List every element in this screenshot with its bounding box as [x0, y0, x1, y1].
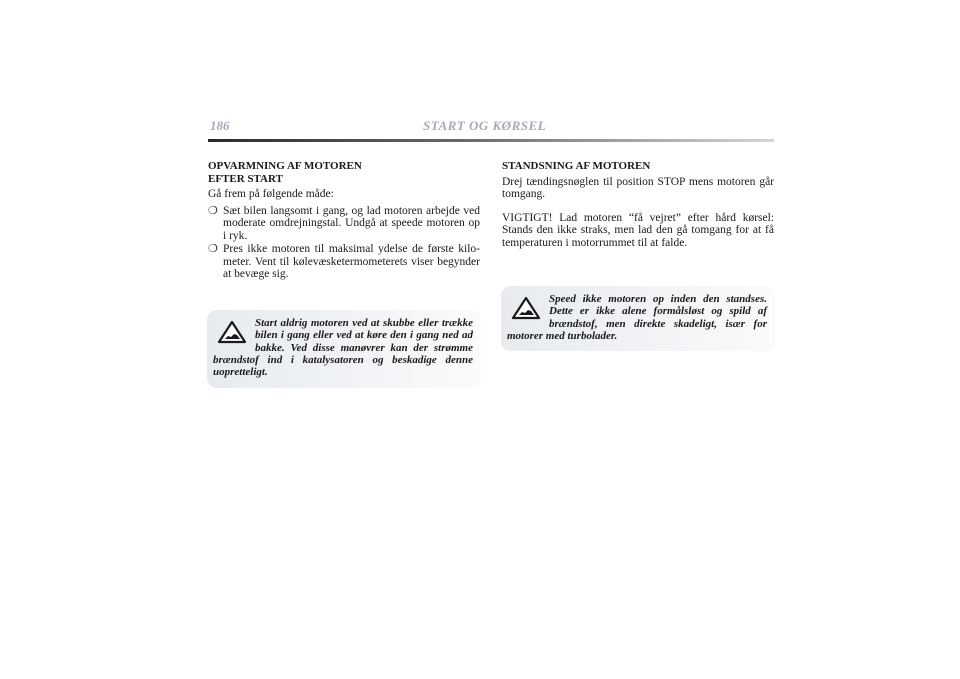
page-number: 186	[210, 118, 230, 133]
stop-paragraph-2: VIGTIGT! Lad motoren “få vejret” efter hård kørsel: Stands den ikke straks, men lad den gå tomgang for at få temperaturen i motorrummet til at falde.	[502, 211, 774, 249]
warmup-intro: Gå frem på følgende måde:	[208, 188, 334, 200]
warmup-bullet-list	[208, 205, 480, 281]
warning-text: Start aldrig motoren ved at skubbe eller trække bilen i gang eller ved at køre den i gang ned ad bakke. Ved disse manøvrer kan der strømme brændstof ind i katalysatoren og beskadige denne uopretteligt.	[213, 317, 473, 379]
header-rule	[208, 139, 774, 142]
section-title: START OG KØRSEL	[423, 118, 547, 133]
warning-box-no-rev	[501, 286, 775, 351]
warmup-heading-line2: EFTER START	[208, 172, 283, 185]
bullet-circle-icon: ❍	[208, 204, 218, 217]
stop-heading: STANDSNING AF MOTOREN	[502, 160, 651, 172]
stop-paragraph-1: Drej tændingsnøglen til position STOP mens motoren går tomgang.	[502, 175, 774, 200]
list-item	[208, 243, 480, 281]
bullet-text: Pres ikke motoren til maksimal ydelse de første kilometer. Vent til kølevæsketermometerets viser begynder at bevæge sig.	[223, 243, 480, 280]
right-column	[502, 160, 774, 253]
bullet-text: Sæt bilen langsomt i gang, og lad motoren arbejde ved moderate omdrejningstal. Undgå at speede motoren op i ryk.	[223, 204, 480, 242]
left-column	[208, 160, 480, 282]
warning-text: Speed ikke motoren op inden den standses. Dette er ikke alene formålsløst og spild af brændstof, men direkte skadeligt, især for motorer med turbolader.	[507, 293, 767, 342]
warmup-heading-line1: OPVARMNING AF MOTOREN	[208, 160, 362, 172]
warmup-heading	[208, 160, 480, 185]
warning-triangle-icon	[217, 320, 247, 344]
warning-triangle-icon	[511, 296, 541, 320]
bullet-circle-icon: ❍	[208, 243, 218, 255]
list-item	[208, 205, 480, 243]
warning-box-push-start	[207, 310, 481, 388]
page-header	[208, 118, 774, 134]
